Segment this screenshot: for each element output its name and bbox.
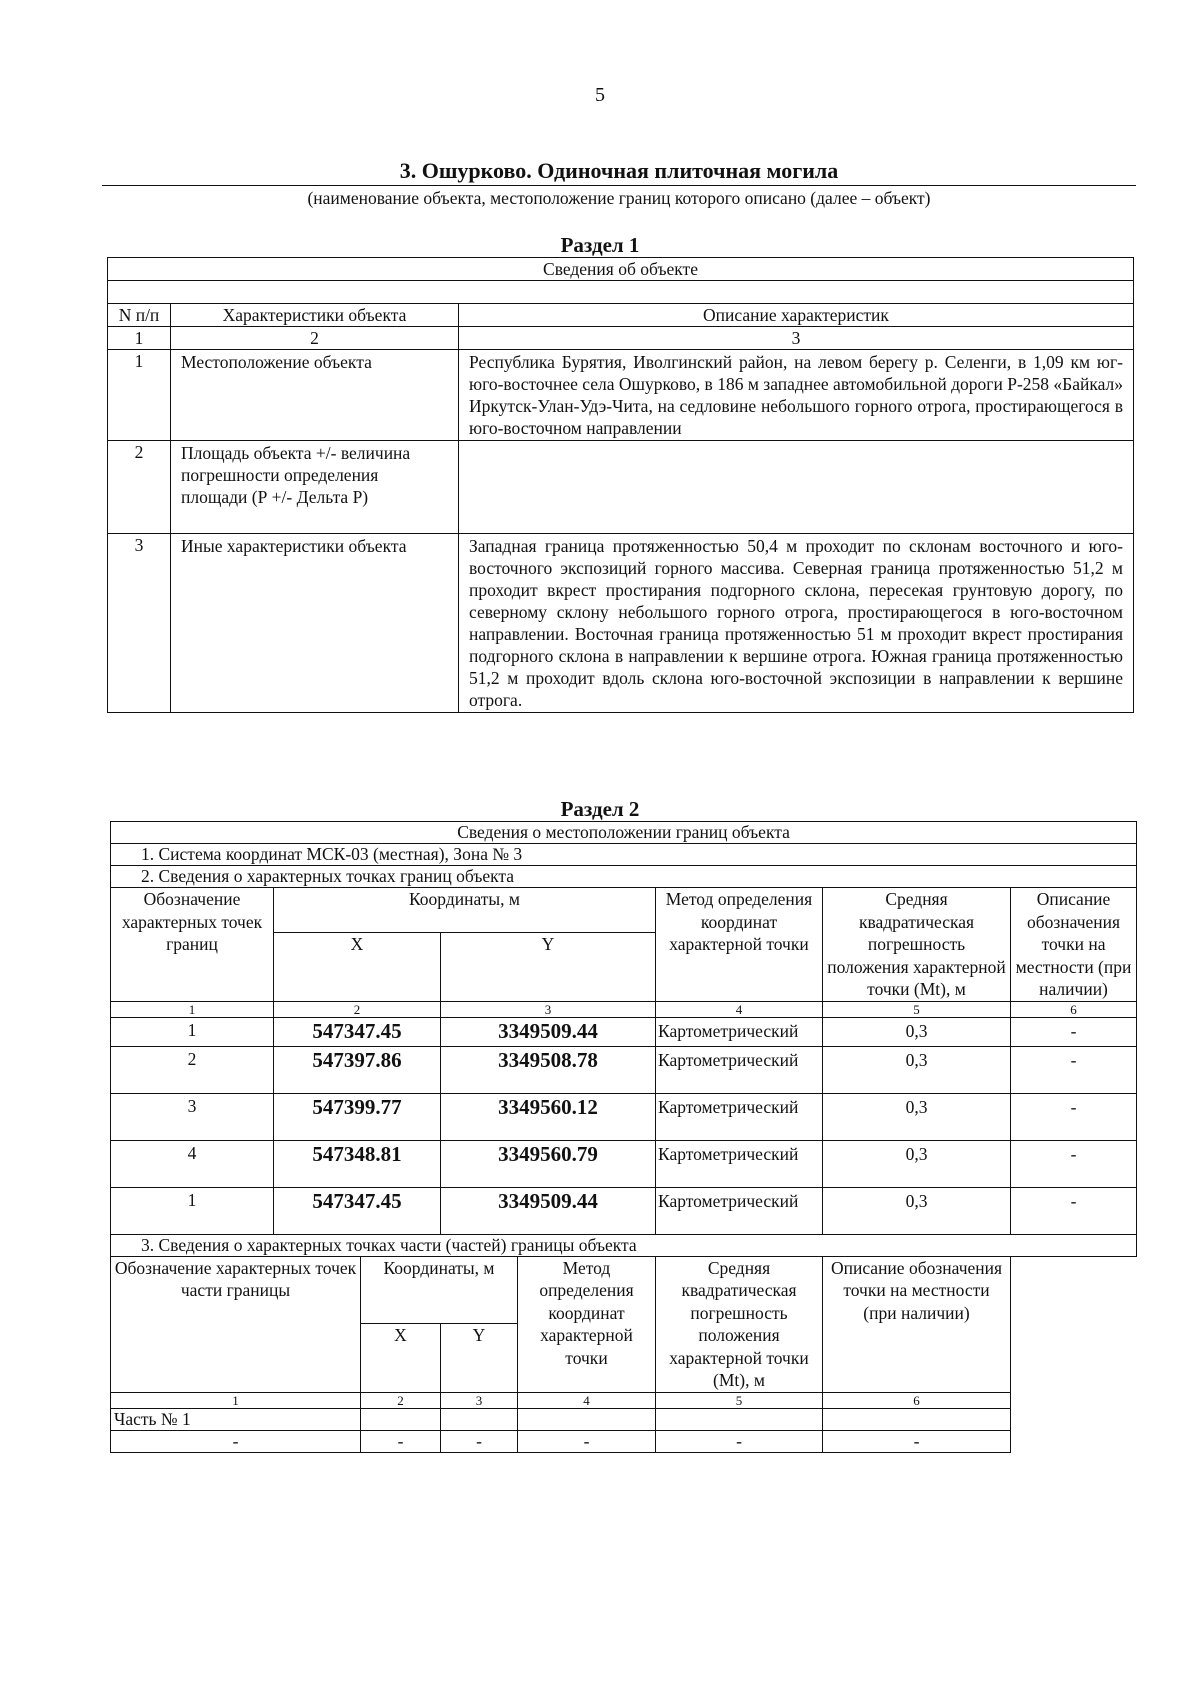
empty-cell [656,1408,823,1430]
table-row [111,1408,1137,1430]
table-row [108,350,1134,441]
row-num: 3 [108,534,171,713]
col-number: 4 [518,1392,656,1408]
header-point-description: Описание обозначения точки на местности (при наличии) [1011,888,1137,1002]
point-mt: 0,3 [823,1187,1011,1234]
point-y: 3349509.44 [441,1017,656,1046]
col-number: 2 [361,1392,441,1408]
blank-row [108,281,1134,304]
parts-header-coords: Координаты, м [361,1256,518,1323]
part-cell: - [361,1430,441,1452]
point-y: 3349509.44 [441,1187,656,1234]
table-row [111,1046,1137,1093]
row-name: Иные характеристики объекта [171,534,459,713]
point-mt: 0,3 [823,1046,1011,1093]
point-id: 2 [111,1046,274,1093]
row-name: Площадь объекта +/- величина погрешности определения площади (Р +/- Дельта Р) [171,441,459,534]
section1-table-title: Сведения об объекте [108,258,1134,281]
header-designation: Обозначение характерных точек границ [111,888,274,1002]
table-row [108,534,1134,713]
parts-header-error: Средняя квадратическая погрешность положения характерной точки (Mt), м [656,1256,823,1392]
spacer-cell [1011,1408,1137,1430]
empty-cell [441,1408,518,1430]
point-description: - [1011,1093,1137,1140]
point-id: 4 [111,1140,274,1187]
row-desc: Западная граница протяженностью 50,4 м проходит по склонам восточного и юго-восточного экспозиций горного массива. Северная граница протяженностью 51,2 м проходит вкрест простирания подгорного склона, пересекая грунтовую дорогу, по северному склону небольшого горного отрога, простирающегося в юго-восточном направлении. Восточная граница протяженностью 51 м проходит вкрест простирания подгорного склона в направлении к вершине отрога. Южная граница протяженностью 51,2 м проходит вдоль склона юго-восточной экспозиции в направлении к вершине отрога. [459,534,1134,713]
header-y: Y [441,932,656,1001]
section1-heading: Раздел 1 [560,233,640,257]
point-id: 1 [111,1187,274,1234]
parts-title: 3. Сведения о характерных точках части (частей) границы объекта [111,1234,1137,1256]
empty-cell [518,1408,656,1430]
section1-table [107,257,1134,713]
table-row [111,1093,1137,1140]
col-number: 3 [441,1001,656,1017]
row-num: 1 [108,350,171,441]
empty-cell [823,1408,1011,1430]
spacer-cell [1011,1430,1137,1452]
table-row [111,1017,1137,1046]
header-description: Описание характеристик [459,304,1134,327]
part-cell: - [111,1430,361,1452]
point-y: 3349560.12 [441,1093,656,1140]
spacer-cell [1011,1392,1137,1408]
section2-heading: Раздел 2 [560,797,640,821]
point-x: 547347.45 [274,1017,441,1046]
point-description: - [1011,1187,1137,1234]
point-method: Картометрический [656,1017,823,1046]
parts-header-description: Описание обозначения точки на местности (при наличии) [823,1256,1011,1392]
row-name: Местоположение объекта [171,350,459,441]
table-row [111,1430,1137,1452]
col-number: 2 [274,1001,441,1017]
point-mt: 0,3 [823,1017,1011,1046]
point-description: - [1011,1017,1137,1046]
part-cell: - [823,1430,1011,1452]
point-x: 547397.86 [274,1046,441,1093]
header-method: Метод определения координат характерной точки [656,888,823,1002]
col-number: 6 [823,1392,1011,1408]
spacer-cell [1011,1256,1137,1392]
col-number: 6 [1011,1001,1137,1017]
coord-system: 1. Система координат МСК-03 (местная), Зона № 3 [111,844,1137,866]
header-x: X [274,932,441,1001]
point-description: - [1011,1046,1137,1093]
point-x: 547347.45 [274,1187,441,1234]
part-cell: - [518,1430,656,1452]
header-num: N п/п [108,304,171,327]
point-id: 3 [111,1093,274,1140]
point-method: Картометрический [656,1093,823,1140]
row-desc [459,441,1134,534]
point-x: 547399.77 [274,1093,441,1140]
point-y: 3349508.78 [441,1046,656,1093]
col-number: 5 [656,1392,823,1408]
points-title: 2. Сведения о характерных точках границ объекта [111,866,1137,888]
col-number: 2 [171,327,459,350]
col-number: 1 [108,327,171,350]
parts-header-method: Метод определения координат характерной точки [518,1256,656,1392]
object-caption: (наименование объекта, местоположение границ которого описано (далее – объект) [307,188,931,208]
col-number: 4 [656,1001,823,1017]
point-method: Картометрический [656,1140,823,1187]
point-description: - [1011,1140,1137,1187]
header-characteristics: Характеристики объекта [171,304,459,327]
row-num: 2 [108,441,171,534]
header-coords: Координаты, м [274,888,656,933]
parts-header-x: X [361,1323,441,1392]
parts-header-y: Y [441,1323,518,1392]
part-label: Часть № 1 [111,1408,361,1430]
parts-header-designation: Обозначение характерных точек части границы [111,1256,361,1392]
col-number: 5 [823,1001,1011,1017]
point-x: 547348.81 [274,1140,441,1187]
point-id: 1 [111,1017,274,1046]
col-number: 3 [441,1392,518,1408]
section2-table-title: Сведения о местоположении границ объекта [111,822,1137,844]
point-y: 3349560.79 [441,1140,656,1187]
point-mt: 0,3 [823,1093,1011,1140]
section2-table [110,821,1137,1453]
part-cell: - [656,1430,823,1452]
point-method: Картометрический [656,1187,823,1234]
table-row [111,1187,1137,1234]
table-row [111,1140,1137,1187]
col-number: 3 [459,327,1134,350]
point-mt: 0,3 [823,1140,1011,1187]
row-desc: Республика Бурятия, Иволгинский район, на левом берегу р. Селенги, в 1,09 км юг-юго-восточнее села Ошурково, в 186 м западнее автомобильной дороги Р-258 «Байкал» Иркутск-Улан-Удэ-Чита, на седловине небольшого горного отрога, простирающегося в юго-восточном направлении [459,350,1134,441]
col-number: 1 [111,1001,274,1017]
page-number: 5 [595,84,605,106]
point-method: Картометрический [656,1046,823,1093]
table-row [108,441,1134,534]
header-error: Средняя квадратическая погрешность положения характерной точки (Mt), м [823,888,1011,1002]
object-title: 3. Ошурково. Одиночная плиточная могила [102,158,1136,186]
empty-cell [361,1408,441,1430]
col-number: 1 [111,1392,361,1408]
part-cell: - [441,1430,518,1452]
